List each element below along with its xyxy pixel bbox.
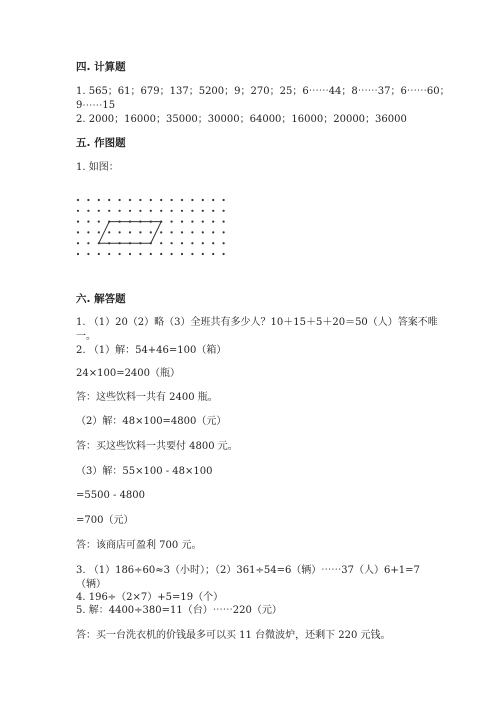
q2-answer-line: 答：买这些饮料一共要付 4800 元。 [76, 441, 238, 452]
grid-dot [160, 231, 162, 233]
grid-dot [202, 253, 204, 255]
grid-dot [171, 242, 173, 244]
grid-dot [77, 253, 79, 255]
grid-dot [77, 242, 79, 244]
q5-answer-line: 5. 解：4400÷380=11（台）⋯⋯220（元） [76, 605, 282, 616]
grid-dot [181, 210, 183, 212]
q1-answer-line: 1. （1）20（2）略（3）全班共有多少人？10＋15＋5＋20＝50（人）答案不唯 [76, 317, 438, 328]
grid-dot [150, 210, 152, 212]
grid-dot [77, 210, 79, 212]
grid-dot [150, 199, 152, 201]
grid-dot [202, 242, 204, 244]
grid-dot [119, 210, 121, 212]
q2-answer-line: （3）解：55×100 - 48×100 [76, 466, 213, 477]
grid-dot [108, 199, 110, 201]
grid-dot [202, 231, 204, 233]
grid-dot [212, 221, 214, 223]
grid-dot [223, 242, 225, 244]
grid-dot [98, 210, 100, 212]
grid-dot [77, 221, 79, 223]
grid-dot [212, 242, 214, 244]
grid-dot [171, 231, 173, 233]
q2-answer-line: 2. （1）解：54+46=100（箱） [76, 345, 227, 356]
section-5-heading: 五. 作图题 [76, 137, 126, 149]
grid-dot [129, 253, 131, 255]
grid-dot [191, 231, 193, 233]
grid-dot [129, 231, 131, 233]
dot-grid-figure [70, 192, 240, 262]
grid-dot [98, 231, 100, 233]
section-4-heading: 四. 计算题 [76, 61, 126, 73]
q2-answer-line: =5500 - 4800 [76, 490, 146, 501]
grid-dot [150, 231, 152, 233]
grid-dot [181, 253, 183, 255]
grid-dot [87, 231, 89, 233]
q3-answer-line: 3. （1）186÷60≈3（小时）；（2）361÷54=6（辆）⋯⋯37（人）6+1=7 [76, 565, 420, 576]
grid-dot [202, 210, 204, 212]
grid-dot [171, 221, 173, 223]
q1-answer-line: 一。 [76, 331, 96, 342]
q3-answer-line: （辆） [76, 579, 106, 590]
grid-dot [87, 242, 89, 244]
grid-dot [119, 253, 121, 255]
section-4-answer-line: 9⋯⋯15 [76, 100, 116, 111]
grid-dot [87, 210, 89, 212]
grid-dot [139, 199, 141, 201]
grid-dot [212, 253, 214, 255]
section-6-heading: 六. 解答题 [76, 293, 126, 305]
grid-dot [108, 210, 110, 212]
section-4-answer-line: 1. 565；61；679；137；5200；9；270；25；6⋯⋯44；8⋯⋯37；6⋯⋯60； [76, 86, 450, 97]
grid-dot [160, 253, 162, 255]
grid-dot [181, 242, 183, 244]
grid-dot [77, 231, 79, 233]
grid-dot [108, 231, 110, 233]
grid-dot [181, 221, 183, 223]
grid-dot [223, 231, 225, 233]
grid-dot [98, 253, 100, 255]
grid-dot [129, 199, 131, 201]
q2-answer-line: =700（元） [76, 515, 134, 526]
grid-dot [150, 253, 152, 255]
grid-dot [160, 199, 162, 201]
q5-answer-line: 答：买一台洗衣机的价钱最多可以买 11 台微波炉，还剩下 220 元钱。 [76, 630, 391, 641]
grid-dot [223, 253, 225, 255]
grid-dot [191, 199, 193, 201]
grid-dot [181, 231, 183, 233]
grid-dot [171, 253, 173, 255]
grid-dot [87, 253, 89, 255]
q4-answer-line: 4. 196÷（2×7）+5=19（个） [76, 592, 224, 603]
grid-dot [202, 221, 204, 223]
grid-dot [119, 199, 121, 201]
grid-dot [87, 221, 89, 223]
grid-dot [139, 210, 141, 212]
grid-dot [171, 210, 173, 212]
grid-dot [98, 221, 100, 223]
grid-dot [171, 199, 173, 201]
grid-dot [223, 221, 225, 223]
grid-dot [160, 210, 162, 212]
grid-dot [160, 242, 162, 244]
grid-dot [191, 210, 193, 212]
grid-dot [129, 210, 131, 212]
dot-grid [77, 199, 225, 255]
q2-answer-line: 答：该商店可盈利 700 元。 [76, 540, 202, 551]
grid-dot [87, 199, 89, 201]
grid-dot [212, 231, 214, 233]
grid-dot [191, 253, 193, 255]
grid-dot [191, 221, 193, 223]
q2-answer-line: （2）解：48×100=4800（元） [76, 416, 227, 427]
section-5-answer-line: 1. 如图： [76, 162, 119, 173]
grid-dot [98, 199, 100, 201]
grid-dot [119, 231, 121, 233]
grid-dot [191, 242, 193, 244]
q2-answer-line: 24×100=2400（瓶） [76, 368, 181, 379]
grid-dot [223, 199, 225, 201]
grid-dot [139, 231, 141, 233]
grid-dot [108, 253, 110, 255]
grid-dot [139, 253, 141, 255]
section-4-answer-line: 2. 2000；16000；35000；30000；64000；16000；20000；36000 [76, 114, 407, 125]
grid-dot [181, 199, 183, 201]
grid-dot [212, 199, 214, 201]
q2-answer-line: 答：这些饮料一共有 2400 瓶。 [76, 392, 218, 403]
grid-dot [202, 199, 204, 201]
grid-dot [77, 199, 79, 201]
grid-dot [223, 210, 225, 212]
grid-dot [212, 210, 214, 212]
